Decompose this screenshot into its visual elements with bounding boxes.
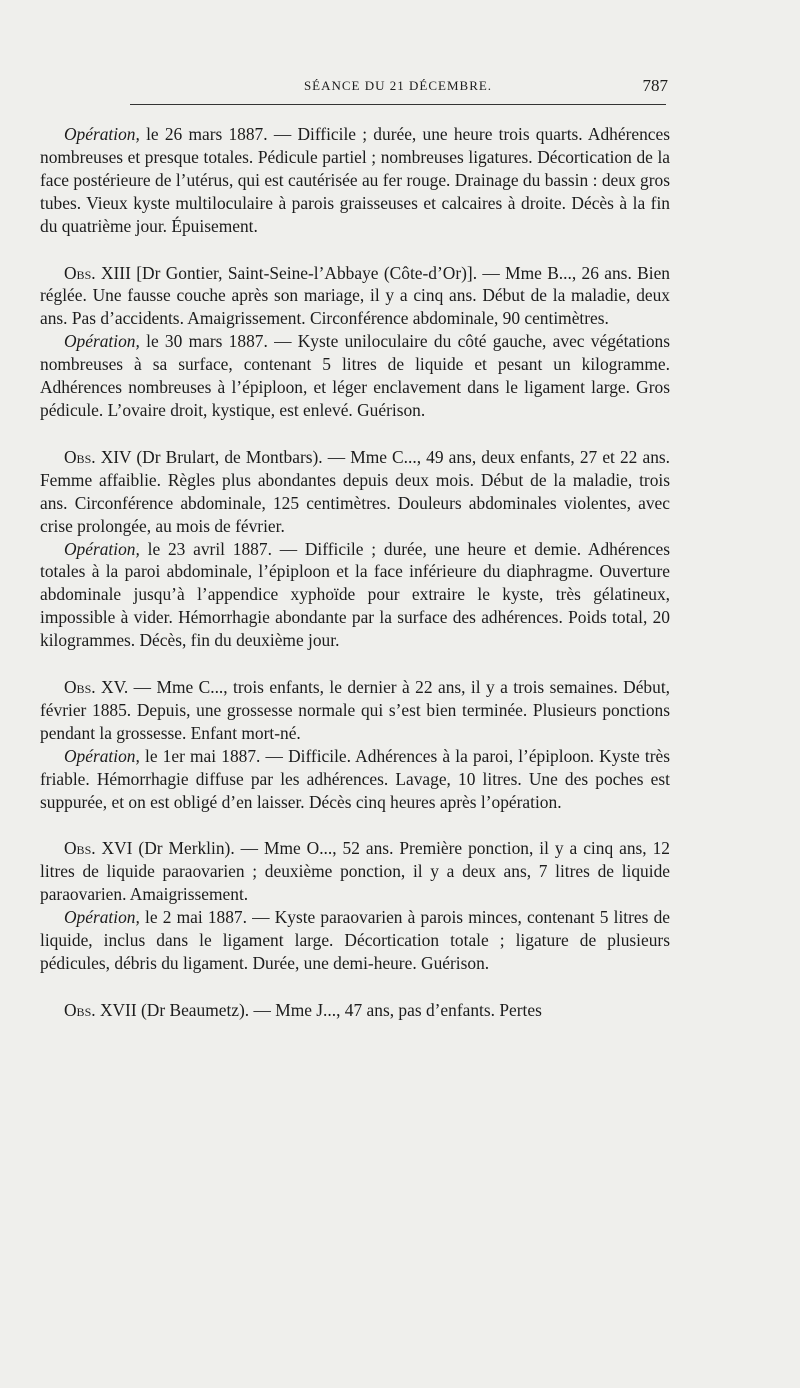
paragraph-lead: Obs. [64,677,96,698]
paragraph [40,330,670,422]
page-header [128,72,668,102]
paragraph-text: XIII [Dr Gontier, Saint-Seine-l’Abbaye (Côte-d’Or)]. — Mme B..., 26 ans. Bien réglée. Une fausse couche après son mariage, il y a cinq ans. Début de la maladie, deux ans. Pas d’accidents. Amaigrissement. Circonférence abdominale, 90 centimètres. [40,262,670,329]
paragraph-text: le 1er mai 1887. — Difficile. Adhérences à la paroi, l’épiploon. Kyste très friable. Hémorrhagie diffuse par les adhérences. Lavage, 10 litres. Une des poches est suppurée, et on est obligé d’en laisser. Décès cinq heures après l’opération. [40,745,670,812]
paragraph-lead: Opération, [64,124,140,144]
paragraph [40,123,670,238]
running-head: SÉANCE DU 21 DÉCEMBRE. [303,78,493,93]
header-rule [130,104,666,105]
paragraph-lead: Opération, [64,331,140,352]
page-number: 787 [642,76,668,95]
paragraph [40,745,670,814]
paragraph-text: le 30 mars 1887. — Kyste uniloculaire du côté gauche, avec végétations nombreuses à sa surface, contenant 5 litres de liquide et pesant un kilogramme. Adhérences nombreuses à l’épiploon, et léger enclavement dans le ligament large. Gros pédicule. L’ovaire droit, kystique, est enlevé. Guérison. [40,331,670,420]
paragraph-lead: Opération, [64,538,140,559]
paragraph-lead: Obs. [64,446,96,467]
paragraph [40,538,670,653]
paragraph [40,837,670,906]
body-text [40,123,670,1022]
paragraph-text: XIV (Dr Brulart, de Montbars). — Mme C..., 49 ans, deux enfants, 27 et 22 ans. Femme affaiblie. Règles plus abondantes depuis deux mois. Début de la maladie, trois ans. Circonférence abdominale, 125 centimètres. Douleurs abdominales violentes, avec crise prolongée, au mois de février. [40,446,670,536]
paragraph-lead: Obs. [64,838,96,859]
paragraph-lead: Obs. [64,999,96,1020]
paragraph [40,676,670,745]
paragraph [40,999,670,1022]
paragraph-text: le 23 avril 1887. — Difficile ; durée, une heure et demie. Adhérences totales à la paroi abdominale, l’épiploon et la face inférieure du diaphragme. Ouverture abdominale jusqu’à l’appendice xyphoïde pour extraire le kyste, très gélatineux, impossible à vider. Hémorrhagie abondante par la surface des adhérences. Poids total, 20 kilogrammes. Décès, fin du deuxième jour. [40,538,670,651]
paragraph-lead: Opération, [64,745,140,766]
paragraph-text: le 26 mars 1887. — Difficile ; durée, une heure trois quarts. Adhérences nombreuses et presque totales. Pédicule partiel ; nombreuses ligatures. Décortication de la face postérieure de l’utérus, qui est cautérisée au fer rouge. Drainage du bassin : deux gros tubes. Vieux kyste multiloculaire à parois graisseuses et calcaires à droite. Décès à la fin du quatrième jour. Épuisement. [40,124,670,236]
paragraph-text: XVII (Dr Beaumetz). — Mme J..., 47 ans, pas d’enfants. Pertes [95,999,542,1020]
paragraph [40,262,670,331]
paragraph-text: XV. — Mme C..., trois enfants, le dernier à 22 ans, il y a trois semaines. Début, février 1885. Depuis, une grossesse normale qui s’est bien terminée. Plusieurs ponctions pendant la grossesse. Enfant mort-né. [40,677,670,743]
paragraph-lead: Obs. [64,262,96,283]
paragraph-lead: Opération, [64,907,140,928]
paragraph-text: XVI (Dr Merklin). — Mme O..., 52 ans. Première ponction, il y a cinq ans, 12 litres de liquide paraovarien ; deuxième ponction, il y a deux ans, 7 litres de liquide paraovarien. Amaigrissement. [40,838,670,905]
paragraph [40,446,670,538]
paragraph [40,906,670,975]
paragraph-text: le 2 mai 1887. — Kyste paraovarien à parois minces, contenant 5 litres de liquide, inclus dans le ligament large. Décortication totale ; ligature de plusieurs pédicules, débris du ligament. Durée, une demi-heure. Guérison. [40,907,670,973]
